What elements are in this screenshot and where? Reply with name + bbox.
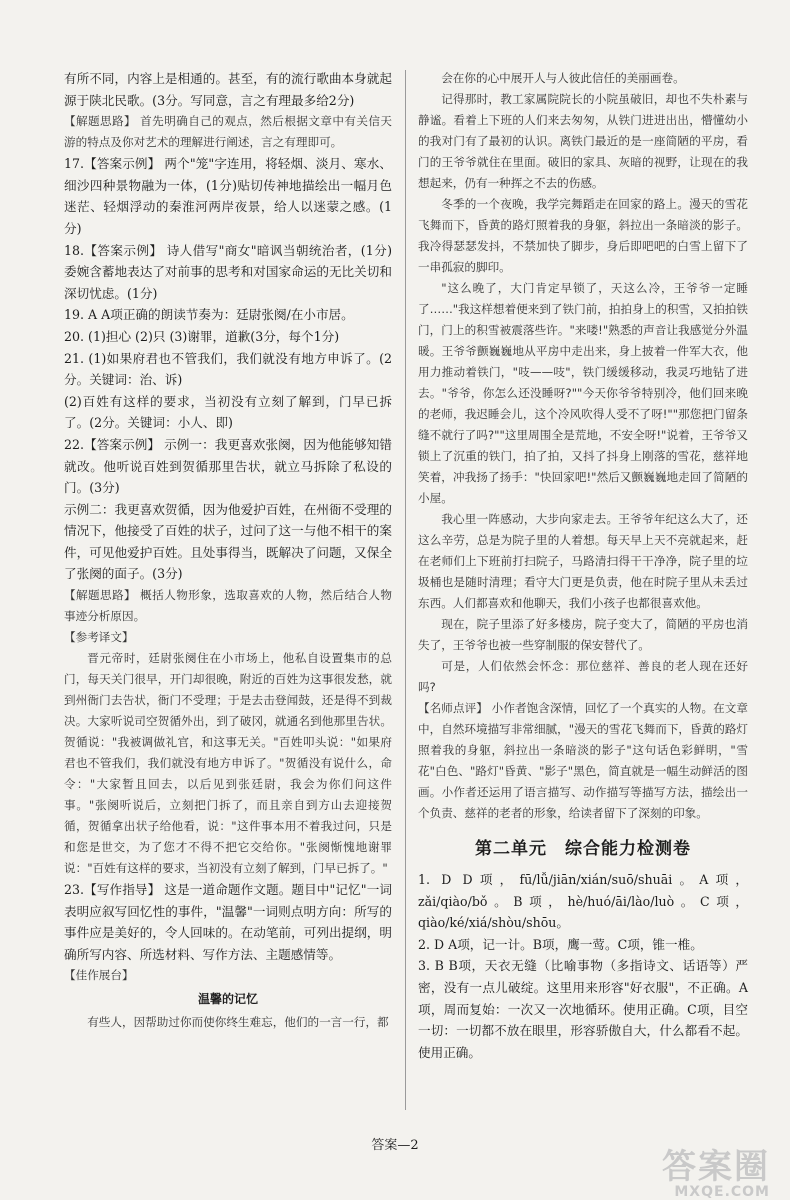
left-paragraph: 19. A A项正确的朗读节奏为：廷尉张阕/在小市居。 — [64, 307, 354, 323]
right-column — [418, 68, 748, 1063]
left-paragraph: 22.【答案示例】 示例一：我更喜欢张阕，因为他能够知错就改。他听说百姓到贺循那里告状，就立马拆除了私设的门。(3分) — [64, 436, 392, 496]
watermark-logo — [662, 1147, 770, 1200]
right-paragraph: 3. B B项，天衣无缝（比喻事物（多指诗文、话语等）严密，没有一点儿破绽。这里用来形容"好衣服"，不正确。A项，周而复始：一次又一次地循环。使用正确。C项，目空一切：一切都不放在眼里，形容骄傲自大，什么都看不起。使用正确。 — [418, 958, 748, 1060]
left-paragraph: 有些人，因帮助过你而使你终生难忘，他们的一言一行，都 — [87, 1015, 389, 1030]
left-paragraph: (2)百姓有这样的要求，当初没有立刻了解到，门早已拆了。(2分。关键词：小人、即) — [64, 393, 392, 431]
right-paragraph: 会在你的心中展开人与人彼此信任的美丽画卷。 — [441, 71, 685, 85]
right-paragraph: 2. D A项，记一计。B项，鹰一莺。C项，锥一椎。 — [418, 936, 703, 952]
watermark-line-1: 答案圈 — [662, 1147, 770, 1187]
column-divider — [405, 70, 406, 1110]
right-paragraph: 可是，人们依然会怀念：那位慈祥、善良的老人现在还好吗? — [418, 659, 748, 694]
right-paragraph: 冬季的一个夜晚，我学完舞蹈走在回家的路上。漫天的雪花飞舞而下，昏黄的路灯照着我的身躯，斜拉出一条暗淡的影子。我冷得瑟瑟发抖，不禁加快了脚步，身后即吧吧的白雪上留下了一串孤寂的脚印。 — [418, 197, 748, 274]
left-paragraph: 温馨的记忆 — [197, 992, 258, 1007]
left-paragraph: 【参考译文】 — [64, 630, 134, 645]
right-paragraph: 1. D D项，fū/lǚ/jiān/xián/suō/shuāi。A项，zǎi/qiào/bǒ。B项，hè/huó/āi/lào/luò。C项，qiào/ké/xiá/shòu/shōu。 — [418, 872, 748, 931]
left-paragraph: 20. (1)担心 (2)只 (3)谢罪，道歉(3分，每个1分) — [64, 328, 340, 344]
right-paragraph: 我心里一阵感动，大步向家走去。王爷爷年纪这么大了，还这么辛劳，总是为院子里的人着想。每天早上天不亮就起来，赶在老师们上下班前打扫院子，马路清扫得干干净净，院子里的垃圾桶也是随时清理；看守大门更是负责，他在时院子里从未丢过东西。人们都喜欢和他聊天，我们小孩子也都很喜欢他。 — [418, 512, 748, 610]
left-paragraph: 【佳作展台】 — [64, 968, 134, 983]
left-paragraph: 【解题思路】 概括人物形象，选取喜欢的人物，然后结合人物事迹分析原因。 — [64, 588, 392, 624]
right-paragraph: 记得那时，教工家属院院长的小院虽破旧，却也不失朴素与静谧。看着上下班的人们来去匆匆，从铁门进进出出，懵懂幼小的我对门有了最初的认识。离铁门最近的是一座简陋的平房，看门的王爷爷就住在里面。破旧的家具、灰暗的视野，让现在的我想起来，仍有一种挥之不去的伤感。 — [418, 92, 748, 190]
right-paragraph: 现在，院子里添了好多楼房，院子变大了，简陋的平房也消失了，王爷爷也被一些穿制服的保安替代了。 — [418, 617, 748, 652]
left-paragraph: 有所不同，内容上是相通的。甚至，有的流行歌曲本身就起源于陕北民歌。(3分。写同意，言之有理最多给2分) — [64, 71, 392, 108]
page-footer: 答案—2 — [371, 1138, 419, 1153]
left-paragraph: 【解题思路】 首先明确自己的观点，然后根据文章中有关信天游的特点及你对艺术的理解进行阐述，言之有理即可。 — [64, 114, 392, 150]
left-paragraph: 23.【写作指导】 这是一道命题作文题。题目中"记忆"一词表明应叙写回忆性的事件，"温馨"一词则点明方向：所写的事件应是美好的，令人回味的。在动笔前，可列出提纲，明确所写内容、所选材料、写作方法、主题感情等。 — [64, 882, 392, 962]
left-paragraph: 21. (1)如果府君也不管我们，我们就没有地方申诉了。(2分。关键词：治、诉) — [64, 350, 392, 388]
left-paragraph: 晋元帝时，廷尉张阕住在小市场上，他私自设置集市的总门，每天关门很早，开门却很晚，附近的百姓为这事很发愁，就到州衙门去告状，衙门不受理；于是去击登闻鼓，还是得不到裁决。大家听说司空贺循外出，到了破冈，就通名到他那里告状。贺循说："我被调做礼官，和这事无关。"百姓叩头说："如果府君也不管我们，我们就没有地方申诉了。"贺循没有说什么，命令："大家暂且回去，以后见到张廷尉，我会为你们问这件事。"张阕听说后，立刻把门拆了，而且亲自到方山去迎接贺循，贺循拿出状子给他看，说："这件事本用不着我过问，只是和您是世交，为了您才不得不把它交给你。"张阕惭愧地谢罪说："百姓有这样的要求，当初没有立刻了解到，门早已拆了。" — [64, 651, 392, 876]
left-column — [64, 68, 392, 1033]
left-paragraph: 18.【答案示例】 诗人借写"商女"暗讽当朝统治者，(1分)委婉含蓄地表达了对前事的思考和对国家命运的无比关切和深切忧虑。(1分) — [64, 242, 392, 301]
left-paragraph: 示例二：我更喜欢贺循，因为他爱护百姓，在州衙不受理的情况下，他接受了百姓的状子，过问了这一与他不相干的案件，可见他爱护百姓。且处事得当，既解决了问题，又保全了张阕的面子。(3分) — [64, 501, 392, 582]
right-paragraph: 【名师点评】 小作者饱含深情，回忆了一个真实的人物。在文章中，自然环境描写非常细腻，"漫天的雪花飞舞而下，昏黄的路灯照着我的身躯，斜拉出一条暗淡的影子"这句话色彩鲜明，"雪花"白色、"路灯"昏黄、"影子"黑色，简直就是一幅生动鲜活的图画。小作者还运用了语言描写、动作描写等描写方法，描绘出一个负责、慈祥的老者的形象，给读者留下了深刻的印象。 — [418, 701, 748, 820]
right-paragraph: 第二单元 综合能力检测卷 — [475, 839, 691, 859]
right-paragraph: "这么晚了，大门肯定早锁了，天这么冷，王爷爷一定睡了……"我这样想着便来到了铁门前，拍拍身上的积雪，又拍拍铁门，门上的积雪被震落些许。"来喽!"熟悉的声音让我感觉分外温暖。王爷爷颤巍巍地从平房中走出来，身上披着一件军大衣，他用力推动着铁门，"吱——吱"，铁门缓缓移动，我灵巧地钻了进去。"爷爷，你怎么还没睡呀?""今天你爷爷特别冷，他们回来晚的老师，我迟睡会儿，这个冷风吹得人受不了呀!""那您把门留条缝不就行了吗?""这里周围全是荒地，不安全呀!"说着，王爷爷又锁上了沉重的铁门，拍了拍，又抖了抖身上刚落的雪花，慈祥地笑着，冲我扬了扬手："快回家吧!"然后又颤巍巍地走回了简陋的小屋。 — [418, 281, 748, 505]
watermark-line-2: MXQE.COM — [674, 1184, 770, 1200]
left-paragraph: 17.【答案示例】 两个"笼"字连用，将轻烟、淡月、寒水、细沙四种景物融为一体，(1分)贴切传神地描绘出一幅月色迷茫、轻烟浮动的秦淮河两岸夜景，给人以迷蒙之感。(1分) — [64, 156, 392, 236]
